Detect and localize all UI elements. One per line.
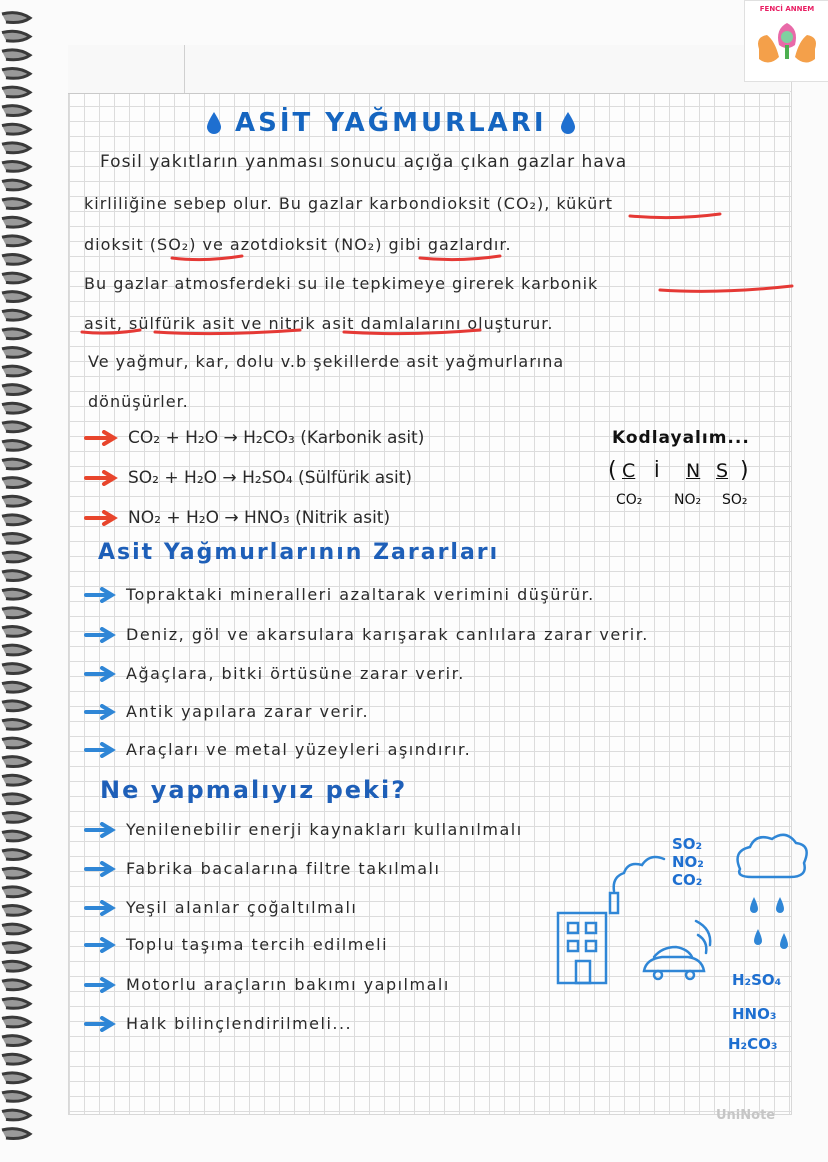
spiral-coil bbox=[2, 719, 30, 729]
solution-item bbox=[84, 975, 450, 994]
mnemonic-letter: C bbox=[622, 460, 636, 482]
acid-label: HNO₃ bbox=[732, 1005, 777, 1023]
spiral-coil bbox=[2, 515, 30, 525]
spiral-coil bbox=[2, 905, 30, 915]
mnemonic-sub: SO₂ bbox=[722, 492, 748, 508]
intro-line: dioksit (SO₂) ve azotdioksit (NO₂) gibi gazlardır. bbox=[84, 235, 512, 254]
title-text: ASİT YAĞMURLARI bbox=[235, 108, 547, 138]
spiral-coil bbox=[2, 608, 30, 618]
spiral-coil bbox=[2, 254, 30, 264]
mnemonic-letter: N bbox=[686, 460, 701, 482]
spiral-coil bbox=[2, 180, 30, 190]
spiral-coil bbox=[2, 1073, 30, 1083]
damage-item bbox=[84, 702, 369, 721]
spiral-binding bbox=[0, 10, 40, 1145]
spiral-coil bbox=[2, 68, 30, 78]
spiral-coil bbox=[2, 1091, 30, 1101]
reaction-text: NO₂ + H₂O → HNO₃ (Nitrik asit) bbox=[128, 508, 391, 528]
spiral-coil bbox=[2, 645, 30, 655]
cloud-icon bbox=[738, 835, 807, 877]
brand-logo bbox=[744, 0, 828, 82]
solutions-heading: Ne yapmalıyız peki? bbox=[100, 776, 408, 804]
spiral-coil bbox=[2, 831, 30, 841]
spiral-coil bbox=[2, 106, 30, 116]
reaction-line bbox=[84, 468, 412, 488]
spiral-coil bbox=[2, 478, 30, 488]
spiral-coil bbox=[2, 868, 30, 878]
solution-item bbox=[84, 898, 357, 917]
damage-item bbox=[84, 625, 649, 644]
arrow-right-icon bbox=[84, 937, 118, 953]
reaction-text: SO₂ + H₂O → H₂SO₄ (Sülfürik asit) bbox=[128, 468, 412, 488]
spiral-coil bbox=[2, 87, 30, 97]
arrow-right-icon bbox=[84, 627, 118, 643]
spiral-coil bbox=[2, 199, 30, 209]
intro-line: Ve yağmur, kar, dolu v.b şekillerde asit yağmurlarına bbox=[88, 352, 565, 371]
spiral-coil bbox=[2, 50, 30, 60]
solution-text: Yenilenebilir enerji kaynakları kullanılmalı bbox=[126, 820, 523, 839]
car-icon bbox=[644, 957, 704, 971]
spiral-coil bbox=[2, 366, 30, 376]
solution-text: Halk bilinçlendirilmeli... bbox=[126, 1014, 353, 1033]
spiral-coil bbox=[2, 961, 30, 971]
spiral-coil bbox=[2, 1054, 30, 1064]
damage-item bbox=[84, 585, 595, 604]
spiral-coil bbox=[2, 980, 30, 990]
spiral-coil bbox=[2, 943, 30, 953]
spiral-coil bbox=[2, 664, 30, 674]
spiral-coil bbox=[2, 533, 30, 543]
solution-text: Yeşil alanlar çoğaltılmalı bbox=[126, 898, 358, 917]
mnemonic-sub: CO₂ bbox=[616, 492, 643, 508]
spiral-coil bbox=[2, 887, 30, 897]
logo-text: FENCİ ANNEM bbox=[759, 5, 815, 13]
solution-text: Fabrika bacalarına filtre takılmalı bbox=[126, 859, 441, 878]
arrow-right-icon bbox=[84, 977, 118, 993]
spiral-coil bbox=[2, 571, 30, 581]
spiral-coil bbox=[2, 738, 30, 748]
watermark: UniNote bbox=[716, 1108, 776, 1123]
solution-item bbox=[84, 935, 388, 954]
spiral-coil bbox=[2, 403, 30, 413]
arrow-right-icon bbox=[84, 704, 118, 720]
factory-icon bbox=[558, 913, 606, 983]
spiral-coil bbox=[2, 329, 30, 339]
acid-label: H₂SO₄ bbox=[732, 971, 782, 989]
spiral-coil bbox=[2, 1110, 30, 1120]
intro-line: Fosil yakıtların yanması sonucu açığa çıkan gazlar hava bbox=[100, 152, 628, 172]
spiral-coil bbox=[2, 273, 30, 283]
arrow-right-icon bbox=[84, 900, 118, 916]
spiral-coil bbox=[2, 1129, 30, 1139]
intro-line: Bu gazlar atmosferdeki su ile tepkimeye girerek karbonik bbox=[84, 274, 599, 293]
arrow-right-icon bbox=[84, 1016, 118, 1032]
page-header-band bbox=[68, 45, 790, 94]
intro-line: kirliliğine sebep olur. Bu gazlar karbondioksit (CO₂), kükürt bbox=[84, 194, 614, 213]
arrow-right-icon bbox=[84, 510, 120, 526]
spiral-coil bbox=[2, 850, 30, 860]
spiral-coil bbox=[2, 701, 30, 711]
solution-text: Motorlu araçların bakımı yapılmalı bbox=[126, 975, 450, 994]
arrow-right-icon bbox=[84, 430, 120, 446]
gas-label: NO₂ bbox=[672, 853, 704, 871]
damage-text: Araçları ve metal yüzeyleri aşındırır. bbox=[126, 740, 472, 759]
damage-text: Deniz, göl ve akarsulara karışarak canlılara zarar verir. bbox=[126, 625, 649, 644]
arrow-right-icon bbox=[84, 822, 118, 838]
reaction-text: CO₂ + H₂O → H₂CO₃ (Karbonik asit) bbox=[128, 428, 425, 448]
solution-text: Toplu taşıma tercih edilmeli bbox=[126, 935, 389, 954]
gas-label: SO₂ bbox=[672, 835, 703, 853]
spiral-coil bbox=[2, 440, 30, 450]
damage-item bbox=[84, 664, 465, 683]
spiral-coil bbox=[2, 385, 30, 395]
spiral-coil bbox=[2, 757, 30, 767]
spiral-coil bbox=[2, 31, 30, 41]
spiral-coil bbox=[2, 422, 30, 432]
spiral-coil bbox=[2, 236, 30, 246]
mnemonic-letter: İ bbox=[654, 460, 660, 482]
arrow-right-icon bbox=[84, 587, 118, 603]
arrow-right-icon bbox=[84, 861, 118, 877]
spiral-coil bbox=[2, 143, 30, 153]
solution-item bbox=[84, 820, 523, 839]
spiral-coil bbox=[2, 310, 30, 320]
damage-text: Antik yapılara zarar verir. bbox=[126, 702, 370, 721]
damage-text: Ağaçlara, bitki örtüsüne zarar verir. bbox=[126, 664, 465, 683]
spiral-coil bbox=[2, 1036, 30, 1046]
spiral-coil bbox=[2, 626, 30, 636]
spiral-coil bbox=[2, 13, 30, 23]
damage-text: Topraktaki mineralleri azaltarak verimini düşürür. bbox=[126, 585, 595, 604]
spiral-coil bbox=[2, 459, 30, 469]
solution-item bbox=[84, 859, 440, 878]
spiral-coil bbox=[2, 998, 30, 1008]
gas-label: CO₂ bbox=[672, 871, 703, 889]
intro-line: dönüşürler. bbox=[88, 392, 189, 411]
spiral-coil bbox=[2, 552, 30, 562]
spiral-coil bbox=[2, 682, 30, 692]
mnemonic-sub: NO₂ bbox=[674, 492, 702, 508]
spiral-coil bbox=[2, 924, 30, 934]
damage-item bbox=[84, 740, 471, 759]
reaction-line bbox=[84, 428, 424, 448]
arrow-right-icon bbox=[84, 470, 120, 486]
spiral-coil bbox=[2, 124, 30, 134]
reaction-line bbox=[84, 508, 390, 528]
intro-line: asit, sülfürik asit ve nitrik asit damlalarını oluşturur. bbox=[84, 314, 554, 333]
spiral-coil bbox=[2, 775, 30, 785]
spiral-coil bbox=[2, 589, 30, 599]
spiral-coil bbox=[2, 161, 30, 171]
spiral-coil bbox=[2, 347, 30, 357]
mnemonic-letter: S bbox=[716, 460, 729, 482]
spiral-coil bbox=[2, 496, 30, 506]
spiral-coil bbox=[2, 794, 30, 804]
water-drop-icon bbox=[205, 111, 223, 135]
spiral-coil bbox=[2, 217, 30, 227]
arrow-right-icon bbox=[84, 742, 118, 758]
spiral-coil bbox=[2, 812, 30, 822]
water-drop-icon bbox=[559, 111, 577, 135]
damages-heading: Asit Yağmurlarının Zararları bbox=[98, 540, 500, 565]
page-title bbox=[205, 103, 625, 143]
spiral-coil bbox=[2, 1017, 30, 1027]
spiral-coil bbox=[2, 292, 30, 302]
kodlayalim-mnemonic: ( C İ N S ) CO₂ NO₂ SO₂ bbox=[608, 458, 749, 508]
kodlayalim-title: Kodlayalım... bbox=[612, 428, 750, 448]
arrow-right-icon bbox=[84, 666, 118, 682]
solution-item bbox=[84, 1014, 352, 1033]
acid-label: H₂CO₃ bbox=[728, 1035, 778, 1053]
